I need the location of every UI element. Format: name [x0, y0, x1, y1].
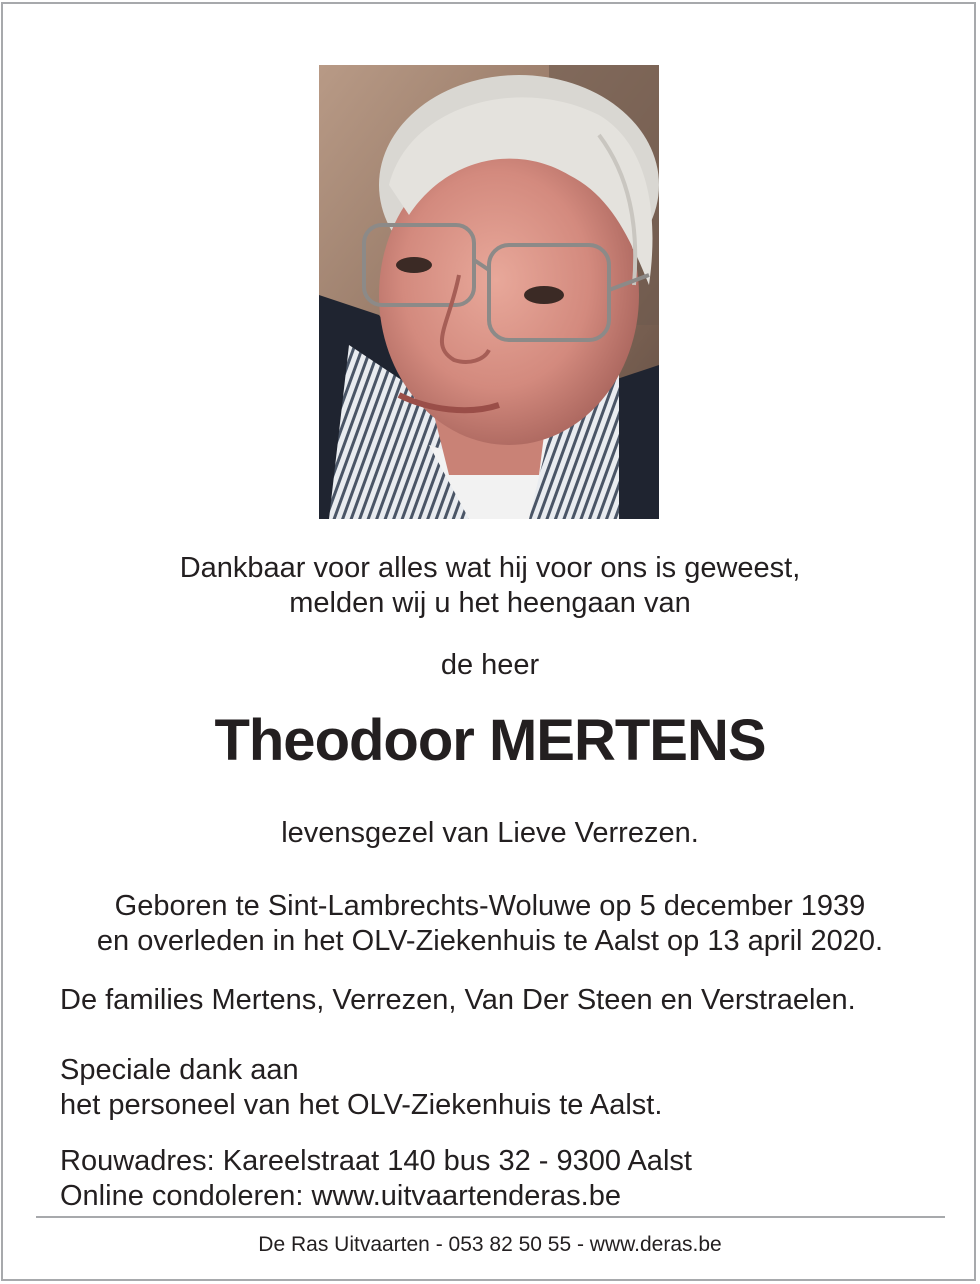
families-line: De families Mertens, Verrezen, Van Der Steen en Verstraelen. [60, 984, 856, 1016]
footer-divider [36, 1216, 945, 1218]
intro-line-1: Dankbaar voor alles wat hij voor ons is geweest, [179, 552, 801, 584]
deceased-name: Theodoor MERTENS [214, 708, 766, 773]
birth-line: Geboren te Sint-Lambrechts-Woluwe op 5 december 1939 [114, 890, 866, 922]
intro-text [0, 551, 980, 621]
condolence-line: Online condoleren: www.uitvaartenderas.be [60, 1180, 621, 1212]
contact-block [60, 1144, 940, 1214]
intro-line-2: melden wij u het heengaan van [289, 587, 691, 619]
thanks-text [60, 1053, 940, 1123]
thanks-line-1: Speciale dank aan [60, 1054, 299, 1086]
thanks-line-2: het personeel van het OLV-Ziekenhuis te Aalst. [60, 1089, 663, 1121]
partner-line: levensgezel van Lieve Verrezen. [281, 817, 699, 849]
footer-text: De Ras Uitvaarten - 053 82 50 55 - www.deras.be [258, 1233, 722, 1256]
birth-death-text [0, 889, 980, 959]
portrait-photo-icon [319, 65, 659, 519]
portrait-photo [319, 65, 659, 519]
death-line: en overleden in het OLV-Ziekenhuis te Aalst op 13 april 2020. [96, 925, 884, 957]
title-prefix: de heer [440, 649, 540, 681]
address-line: Rouwadres: Kareelstraat 140 bus 32 - 9300 Aalst [60, 1145, 692, 1177]
